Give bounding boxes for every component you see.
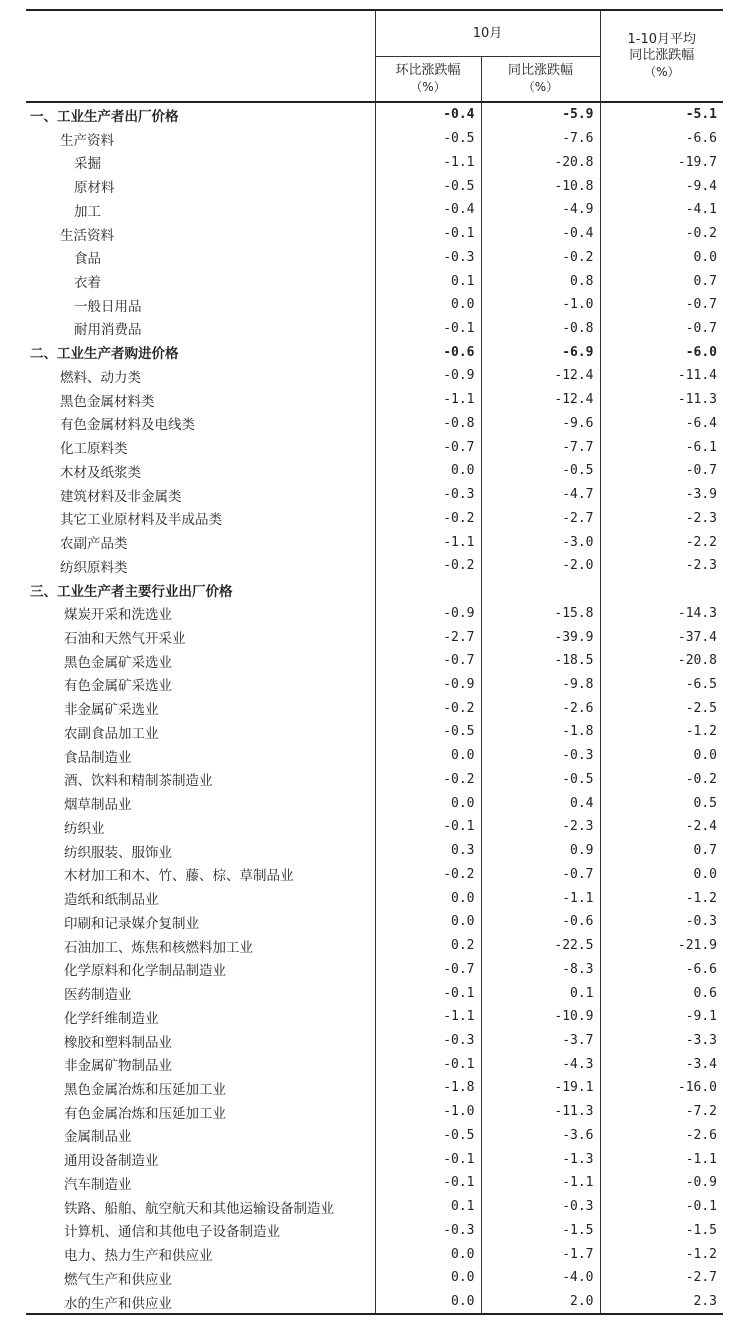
mom-value: -0.1 <box>375 1052 481 1076</box>
mom-value: -0.5 <box>375 127 481 151</box>
row-label: 二、工业生产者购进价格 <box>30 346 179 363</box>
mom-value: 0.0 <box>375 910 481 934</box>
mom-value: -0.2 <box>375 696 481 720</box>
yoy-value: -10.9 <box>481 1005 600 1029</box>
mom-value: -0.1 <box>375 317 481 341</box>
ytd-avg-value: 0.5 <box>600 791 723 815</box>
ytd-avg-value: -1.2 <box>600 886 723 910</box>
price-index-table <box>26 9 723 1315</box>
row-label: 医药制造业 <box>64 987 132 1004</box>
ytd-avg-value: 0.0 <box>600 245 723 269</box>
row-label: 有色金属矿采选业 <box>64 678 172 695</box>
row-label: 加工 <box>74 203 101 220</box>
row-label: 化学原料和化学制品制造业 <box>64 963 226 980</box>
yoy-value: 0.1 <box>481 981 600 1005</box>
yoy-value: -3.0 <box>481 530 600 554</box>
table-row <box>26 554 723 578</box>
table-row <box>26 269 723 293</box>
mom-value: -0.7 <box>375 435 481 459</box>
ytd-avg-value: -6.5 <box>600 673 723 697</box>
table-row <box>26 222 723 246</box>
mom-value: 0.1 <box>375 269 481 293</box>
mom-value: -0.3 <box>375 1219 481 1243</box>
mom-value: -0.2 <box>375 506 481 530</box>
yoy-value: -10.8 <box>481 174 600 198</box>
row-label: 木材加工和木、竹、藤、棕、草制品业 <box>64 868 294 885</box>
header-month: 10月 <box>375 10 600 57</box>
ytd-avg-value: -6.6 <box>600 957 723 981</box>
ytd-avg-value: -3.9 <box>600 483 723 507</box>
row-label: 衣着 <box>74 275 101 291</box>
row-label: 有色金属冶炼和压延加工业 <box>64 1105 226 1122</box>
table-row <box>26 957 723 981</box>
mom-value: -0.1 <box>375 1147 481 1171</box>
table-row <box>26 1242 723 1266</box>
ytd-avg-value: 0.6 <box>600 981 723 1005</box>
mom-value: -0.4 <box>375 102 481 127</box>
yoy-value: -0.8 <box>481 317 600 341</box>
yoy-value: -39.9 <box>481 625 600 649</box>
table-row <box>26 102 723 127</box>
row-label: 木材及纸浆类 <box>60 464 141 481</box>
ytd-avg-value: -1.1 <box>600 1147 723 1171</box>
yoy-value: -4.3 <box>481 1052 600 1076</box>
row-label: 耐用消费品 <box>74 322 142 339</box>
mom-value: -0.5 <box>375 1124 481 1148</box>
row-label: 铁路、船舶、航空航天和其他运输设备制造业 <box>64 1200 334 1217</box>
ytd-avg-value: -0.7 <box>600 459 723 483</box>
table-row <box>26 601 723 625</box>
ytd-avg-value: -3.4 <box>600 1052 723 1076</box>
table-row <box>26 625 723 649</box>
ytd-avg-value: -2.6 <box>600 1124 723 1148</box>
ytd-avg-value: 0.0 <box>600 863 723 887</box>
yoy-value: -1.5 <box>481 1219 600 1243</box>
row-label: 纺织业 <box>64 820 105 837</box>
ytd-avg-value: -0.2 <box>600 222 723 246</box>
row-label: 农副食品加工业 <box>64 725 159 742</box>
table-row <box>26 1195 723 1219</box>
yoy-value: -2.6 <box>481 696 600 720</box>
table-row <box>26 1124 723 1148</box>
header-mom-label: 环比涨跌幅 <box>395 63 461 78</box>
yoy-value: -7.7 <box>481 435 600 459</box>
row-label: 其它工业原材料及半成品类 <box>60 512 222 529</box>
ytd-avg-value: -2.4 <box>600 815 723 839</box>
row-label: 印刷和记录媒介复制业 <box>64 915 199 932</box>
mom-value: -0.7 <box>375 649 481 673</box>
mom-value: 0.0 <box>375 886 481 910</box>
table-row <box>26 815 723 839</box>
table-row <box>26 174 723 198</box>
row-label: 黑色金属材料类 <box>60 393 155 410</box>
ytd-avg-value: -0.1 <box>600 1195 723 1219</box>
row-label: 原材料 <box>74 180 115 197</box>
ytd-avg-value: -16.0 <box>600 1076 723 1100</box>
mom-value: -1.8 <box>375 1076 481 1100</box>
yoy-value: -2.3 <box>481 815 600 839</box>
mom-value: -1.0 <box>375 1100 481 1124</box>
ytd-avg-value: -7.2 <box>600 1100 723 1124</box>
yoy-value: -0.3 <box>481 744 600 768</box>
table-row <box>26 673 723 697</box>
ytd-avg-value: -6.0 <box>600 340 723 364</box>
mom-value <box>375 578 481 602</box>
table-row <box>26 1029 723 1053</box>
yoy-value: -22.5 <box>481 934 600 958</box>
mom-value: -1.1 <box>375 530 481 554</box>
row-label: 黑色金属矿采选业 <box>64 654 172 671</box>
mom-value: -0.3 <box>375 1029 481 1053</box>
yoy-value: -11.3 <box>481 1100 600 1124</box>
ytd-avg-value: -2.7 <box>600 1266 723 1290</box>
table-row <box>26 1005 723 1029</box>
row-label: 水的生产和供应业 <box>26 1290 375 1315</box>
row-label: 石油加工、炼焦和核燃料加工业 <box>64 939 253 956</box>
row-label: 采掘 <box>74 156 101 173</box>
table-row <box>26 981 723 1005</box>
yoy-value: -4.7 <box>481 483 600 507</box>
table-row <box>26 388 723 412</box>
yoy-value: -9.6 <box>481 412 600 436</box>
mom-value: -0.8 <box>375 412 481 436</box>
ytd-avg-value: -3.3 <box>600 1029 723 1053</box>
row-label: 计算机、通信和其他电子设备制造业 <box>64 1224 280 1241</box>
row-label: 一、工业生产者出厂价格 <box>30 108 179 125</box>
mom-value: -0.9 <box>375 601 481 625</box>
mom-value: 0.2 <box>375 934 481 958</box>
mom-value: -0.1 <box>375 815 481 839</box>
table-row <box>26 530 723 554</box>
row-label: 食品制造业 <box>64 749 132 766</box>
yoy-value: -1.8 <box>481 720 600 744</box>
row-label: 非金属矿采选业 <box>64 702 159 719</box>
table-row <box>26 1100 723 1124</box>
yoy-value: -0.4 <box>481 222 600 246</box>
ytd-avg-value: -9.4 <box>600 174 723 198</box>
table-row <box>26 412 723 436</box>
mom-value: 0.3 <box>375 839 481 863</box>
header-yoy-label: 同比涨跌幅 <box>508 63 574 78</box>
table-row <box>26 720 723 744</box>
header-ytd-line2: 同比涨跌幅 <box>629 48 695 63</box>
ytd-avg-value: -4.1 <box>600 198 723 222</box>
row-label: 三、工业生产者主要行业出厂价格 <box>30 583 233 600</box>
yoy-value: 0.8 <box>481 269 600 293</box>
row-label: 黑色金属冶炼和压延加工业 <box>64 1081 226 1098</box>
table-row <box>26 1219 723 1243</box>
ytd-avg-value: -6.4 <box>600 412 723 436</box>
row-label: 电力、热力生产和供应业 <box>64 1248 213 1265</box>
mom-value: -0.1 <box>375 981 481 1005</box>
mom-value: -1.1 <box>375 388 481 412</box>
mom-value: -0.9 <box>375 364 481 388</box>
mom-value: -0.3 <box>375 483 481 507</box>
ytd-avg-value: -9.1 <box>600 1005 723 1029</box>
table-row <box>26 1052 723 1076</box>
header-yoy <box>481 57 600 103</box>
table-row <box>26 1147 723 1171</box>
yoy-value: -3.7 <box>481 1029 600 1053</box>
ytd-avg-value: 2.3 <box>600 1290 723 1315</box>
mom-value: -1.1 <box>375 150 481 174</box>
ytd-avg-value: -0.7 <box>600 293 723 317</box>
yoy-value: -0.5 <box>481 459 600 483</box>
row-label: 有色金属材料及电线类 <box>60 417 195 434</box>
row-label: 纺织原料类 <box>60 559 128 576</box>
table-row <box>26 1171 723 1195</box>
yoy-value: -19.1 <box>481 1076 600 1100</box>
yoy-value: -18.5 <box>481 649 600 673</box>
yoy-value: -0.2 <box>481 245 600 269</box>
table-row <box>26 696 723 720</box>
row-label: 建筑材料及非金属类 <box>60 488 182 505</box>
yoy-value: 0.9 <box>481 839 600 863</box>
table-row <box>26 127 723 151</box>
yoy-value: -12.4 <box>481 364 600 388</box>
yoy-value: -1.7 <box>481 1242 600 1266</box>
mom-value: 0.0 <box>375 791 481 815</box>
yoy-value: -8.3 <box>481 957 600 981</box>
table-row <box>26 506 723 530</box>
yoy-value: -6.9 <box>481 340 600 364</box>
mom-value: 0.0 <box>375 744 481 768</box>
ytd-avg-value: -5.1 <box>600 102 723 127</box>
mom-value: 0.0 <box>375 293 481 317</box>
header-mom <box>375 57 481 103</box>
row-label: 化学纤维制造业 <box>64 1010 159 1027</box>
yoy-value: -15.8 <box>481 601 600 625</box>
ytd-avg-value: -2.3 <box>600 554 723 578</box>
row-label: 一般日用品 <box>74 298 142 315</box>
yoy-value: -4.0 <box>481 1266 600 1290</box>
ytd-avg-value: -37.4 <box>600 625 723 649</box>
mom-value: 0.1 <box>375 1195 481 1219</box>
ytd-avg-value: -2.5 <box>600 696 723 720</box>
row-label: 通用设备制造业 <box>64 1153 159 1170</box>
table-row <box>26 934 723 958</box>
ytd-avg-value: -2.3 <box>600 506 723 530</box>
ytd-avg-value: -14.3 <box>600 601 723 625</box>
mom-value: -0.2 <box>375 554 481 578</box>
ytd-avg-value: -0.2 <box>600 768 723 792</box>
ytd-avg-value <box>600 578 723 602</box>
table-row <box>26 198 723 222</box>
table-row <box>26 791 723 815</box>
table-row <box>26 1076 723 1100</box>
header-mom-unit: （%） <box>410 80 446 94</box>
yoy-value: -0.7 <box>481 863 600 887</box>
table-row <box>26 245 723 269</box>
mom-value: -0.1 <box>375 222 481 246</box>
ytd-avg-value: -0.7 <box>600 317 723 341</box>
mom-value: -0.1 <box>375 1171 481 1195</box>
mom-value: -0.6 <box>375 340 481 364</box>
mom-value: 0.0 <box>375 1266 481 1290</box>
table-row <box>26 839 723 863</box>
table-row <box>26 293 723 317</box>
table-body <box>26 102 723 1314</box>
table-row <box>26 150 723 174</box>
table-row <box>26 435 723 459</box>
yoy-value: -9.8 <box>481 673 600 697</box>
row-label: 化工原料类 <box>60 441 128 458</box>
header-ytd-unit: （%） <box>644 65 680 79</box>
yoy-value: 2.0 <box>481 1290 600 1315</box>
yoy-value: -12.4 <box>481 388 600 412</box>
mom-value: -0.7 <box>375 957 481 981</box>
mom-value: -0.5 <box>375 720 481 744</box>
row-label: 造纸和纸制品业 <box>64 892 159 909</box>
mom-value: -2.7 <box>375 625 481 649</box>
ytd-avg-value: -1.5 <box>600 1219 723 1243</box>
row-label: 煤炭开采和洗选业 <box>64 607 172 624</box>
mom-value: -0.3 <box>375 245 481 269</box>
yoy-value: -5.9 <box>481 102 600 127</box>
ytd-avg-value: 0.7 <box>600 839 723 863</box>
yoy-value: -20.8 <box>481 150 600 174</box>
mom-value: 0.0 <box>375 459 481 483</box>
yoy-value: 0.4 <box>481 791 600 815</box>
ytd-avg-value: -11.3 <box>600 388 723 412</box>
yoy-value: -4.9 <box>481 198 600 222</box>
mom-value: 0.0 <box>375 1242 481 1266</box>
row-label: 汽车制造业 <box>64 1176 132 1193</box>
ytd-avg-value: -20.8 <box>600 649 723 673</box>
ytd-avg-value: 0.7 <box>600 269 723 293</box>
yoy-value: -3.6 <box>481 1124 600 1148</box>
mom-value: -0.2 <box>375 768 481 792</box>
table-row <box>26 910 723 934</box>
row-label: 金属制品业 <box>64 1129 132 1146</box>
row-label: 生产资料 <box>60 132 114 149</box>
ytd-avg-value: -11.4 <box>600 364 723 388</box>
header-ytd-line1: 1-10月平均 <box>627 32 697 47</box>
row-label: 石油和天然气开采业 <box>64 631 186 648</box>
table-row <box>26 459 723 483</box>
yoy-value: -0.5 <box>481 768 600 792</box>
table-row <box>26 744 723 768</box>
ytd-avg-value: 0.0 <box>600 744 723 768</box>
header-ytd-average <box>600 10 723 102</box>
row-label: 烟草制品业 <box>64 797 132 814</box>
mom-value: -1.1 <box>375 1005 481 1029</box>
yoy-value: -1.1 <box>481 1171 600 1195</box>
yoy-value: -0.3 <box>481 1195 600 1219</box>
header-blank-cell <box>26 10 375 102</box>
ytd-avg-value: -1.2 <box>600 1242 723 1266</box>
table-row <box>26 1290 723 1315</box>
yoy-value: -7.6 <box>481 127 600 151</box>
row-label: 燃料、动力类 <box>60 369 141 386</box>
table-row <box>26 483 723 507</box>
ytd-avg-value: -19.7 <box>600 150 723 174</box>
yoy-value: -1.0 <box>481 293 600 317</box>
row-label: 非金属矿物制品业 <box>64 1058 172 1075</box>
ytd-avg-value: -0.9 <box>600 1171 723 1195</box>
table-row <box>26 649 723 673</box>
ytd-avg-value: -21.9 <box>600 934 723 958</box>
yoy-value <box>481 578 600 602</box>
yoy-value: -2.7 <box>481 506 600 530</box>
ytd-avg-value: -0.3 <box>600 910 723 934</box>
mom-value: -0.4 <box>375 198 481 222</box>
table-row <box>26 886 723 910</box>
yoy-value: -1.1 <box>481 886 600 910</box>
ytd-avg-value: -1.2 <box>600 720 723 744</box>
yoy-value: -2.0 <box>481 554 600 578</box>
row-label: 食品 <box>74 251 101 268</box>
row-label: 燃气生产和供应业 <box>64 1271 172 1288</box>
row-label: 橡胶和塑料制品业 <box>64 1034 172 1051</box>
yoy-value: -1.3 <box>481 1147 600 1171</box>
mom-value: -0.5 <box>375 174 481 198</box>
mom-value: 0.0 <box>375 1290 481 1315</box>
ytd-avg-value: -2.2 <box>600 530 723 554</box>
row-label: 生活资料 <box>60 227 114 244</box>
mom-value: -0.2 <box>375 863 481 887</box>
ytd-avg-value: -6.6 <box>600 127 723 151</box>
row-label: 纺织服装、服饰业 <box>64 844 172 861</box>
mom-value: -0.9 <box>375 673 481 697</box>
table-row <box>26 863 723 887</box>
table-row <box>26 364 723 388</box>
row-label: 农副产品类 <box>60 536 128 553</box>
table-row <box>26 578 723 602</box>
table-row <box>26 340 723 364</box>
table-row <box>26 1266 723 1290</box>
row-label: 酒、饮料和精制茶制造业 <box>64 773 213 790</box>
table-row <box>26 768 723 792</box>
yoy-value: -0.6 <box>481 910 600 934</box>
table-row <box>26 317 723 341</box>
header-yoy-unit: （%） <box>522 80 559 94</box>
ytd-avg-value: -6.1 <box>600 435 723 459</box>
